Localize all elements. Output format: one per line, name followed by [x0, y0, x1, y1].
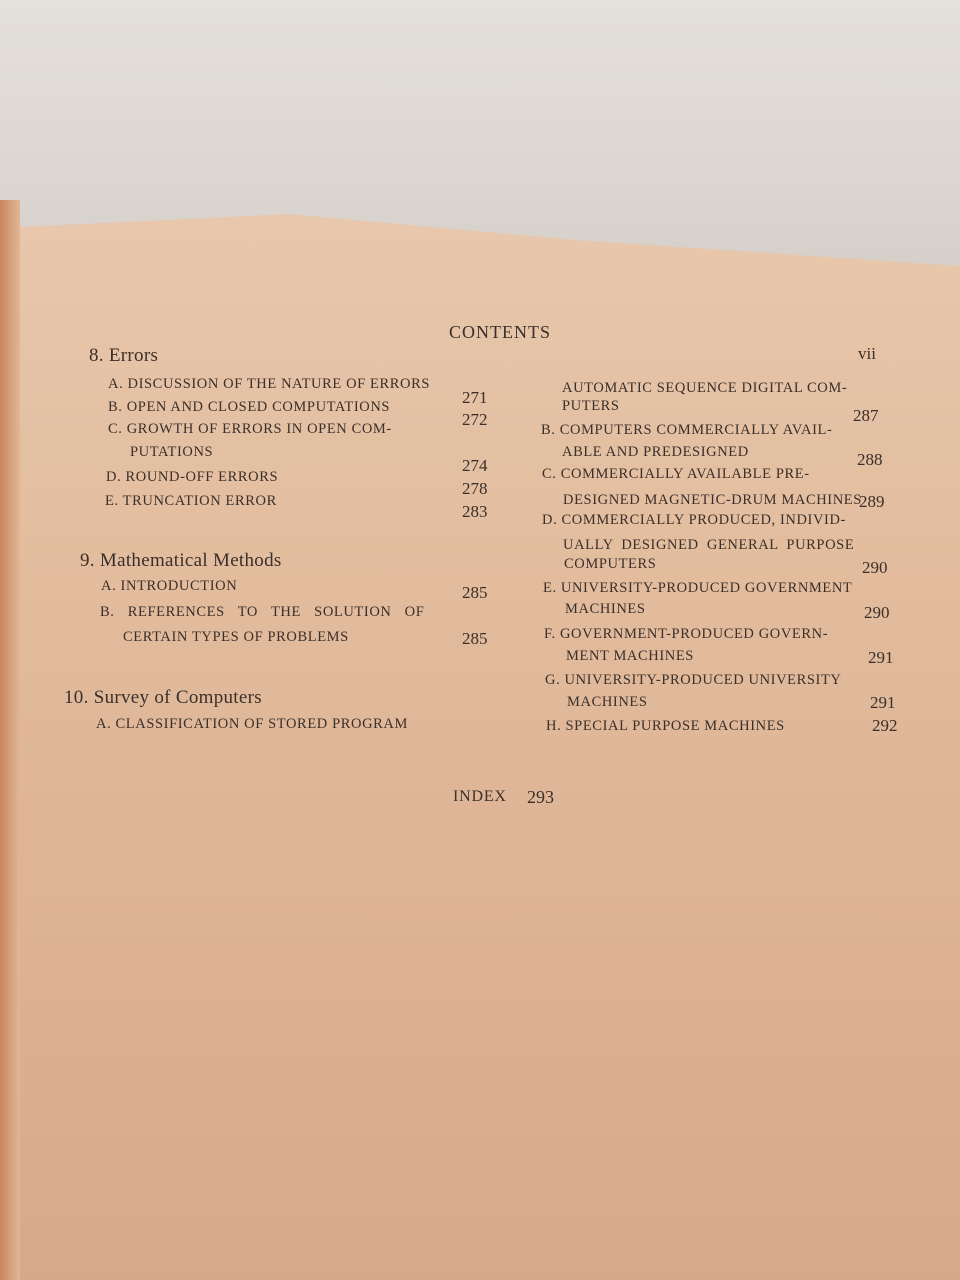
toc-entry-label: H. SPECIAL PURPOSE MACHINES	[546, 718, 785, 734]
toc-entry-page: 291	[870, 693, 896, 712]
toc-entry-label: A. CLASSIFICATION OF STORED PROGRAM	[96, 716, 408, 732]
toc-entry-page: 285	[462, 629, 488, 648]
toc-entry-page: 288	[857, 450, 883, 469]
toc-entry-label: C. COMMERCIALLY AVAILABLE PRE-	[542, 466, 810, 482]
toc-entry-label: A. DISCUSSION OF THE NATURE OF ERRORS	[108, 376, 431, 392]
toc-entry-label: D. COMMERCIALLY PRODUCED, INDIVID-	[542, 512, 846, 528]
toc-entry-page: 283	[462, 502, 488, 521]
toc-entry-page: 278	[462, 479, 488, 498]
chapter-9-title: 9. Mathematical Methods	[80, 550, 282, 571]
toc-entry-label: B. OPEN AND CLOSED COMPUTATIONS	[108, 399, 391, 415]
toc-entry-label: B. REFERENCES TO THE SOLUTION OF	[100, 604, 425, 620]
page-edge	[0, 200, 20, 1280]
contents-heading: CONTENTS	[449, 322, 551, 342]
toc-entry-label-cont: MENT MACHINES	[566, 648, 694, 664]
toc-entry-label: C. GROWTH OF ERRORS IN OPEN COM-	[108, 421, 392, 437]
chapter-10-title: 10. Survey of Computers	[64, 687, 262, 708]
toc-entry-label: AUTOMATIC SEQUENCE DIGITAL COM-	[562, 380, 848, 396]
toc-entry-page: 272	[462, 410, 488, 429]
toc-entry-label-cont: DESIGNED MAGNETIC-DRUM MACHINES	[563, 492, 862, 508]
toc-entry-label-cont: COMPUTERS	[564, 556, 657, 572]
toc-entry-label-cont: UALLY DESIGNED GENERAL PURPOSE	[563, 537, 855, 553]
toc-entry-label-cont: CERTAIN TYPES OF PROBLEMS	[123, 629, 349, 645]
toc-entry-label: F. GOVERNMENT-PRODUCED GOVERN-	[544, 626, 829, 642]
toc-entry-page: 271	[462, 388, 488, 407]
toc-entry-page: 290	[864, 603, 890, 622]
toc-entry-page: 289	[859, 492, 885, 511]
page-numeral: vii	[858, 344, 876, 363]
toc-entry-page: 291	[868, 648, 894, 667]
chapter-8-title: 8. Errors	[89, 345, 159, 366]
toc-entry-label: E. TRUNCATION ERROR	[105, 493, 277, 509]
toc-entry-label-cont: PUTERS	[562, 398, 620, 414]
toc-entry-page: 292	[872, 716, 898, 735]
index-page: 293	[527, 787, 554, 807]
toc-entry-label-cont: ABLE AND PREDESIGNED	[562, 444, 749, 460]
toc-entry-page: 287	[853, 406, 879, 425]
toc-entry-label: E. UNIVERSITY-PRODUCED GOVERNMENT	[543, 580, 853, 596]
toc-entry-label: B. COMPUTERS COMMERCIALLY AVAIL-	[541, 422, 833, 438]
toc-entry-page: 285	[462, 583, 488, 602]
toc-entry-page: 274	[462, 456, 488, 475]
toc-entry-label: D. ROUND-OFF ERRORS	[106, 469, 279, 485]
toc-entry-label-cont: MACHINES	[565, 601, 646, 617]
toc-entry-label: A. INTRODUCTION	[101, 578, 238, 594]
toc-entry-label: G. UNIVERSITY-PRODUCED UNIVERSITY	[545, 672, 842, 688]
toc-entry-label-cont: PUTATIONS	[130, 444, 214, 460]
toc-entry-page: 290	[862, 558, 888, 577]
index-label: INDEX	[453, 788, 507, 805]
toc-entry-label-cont: MACHINES	[567, 694, 648, 710]
